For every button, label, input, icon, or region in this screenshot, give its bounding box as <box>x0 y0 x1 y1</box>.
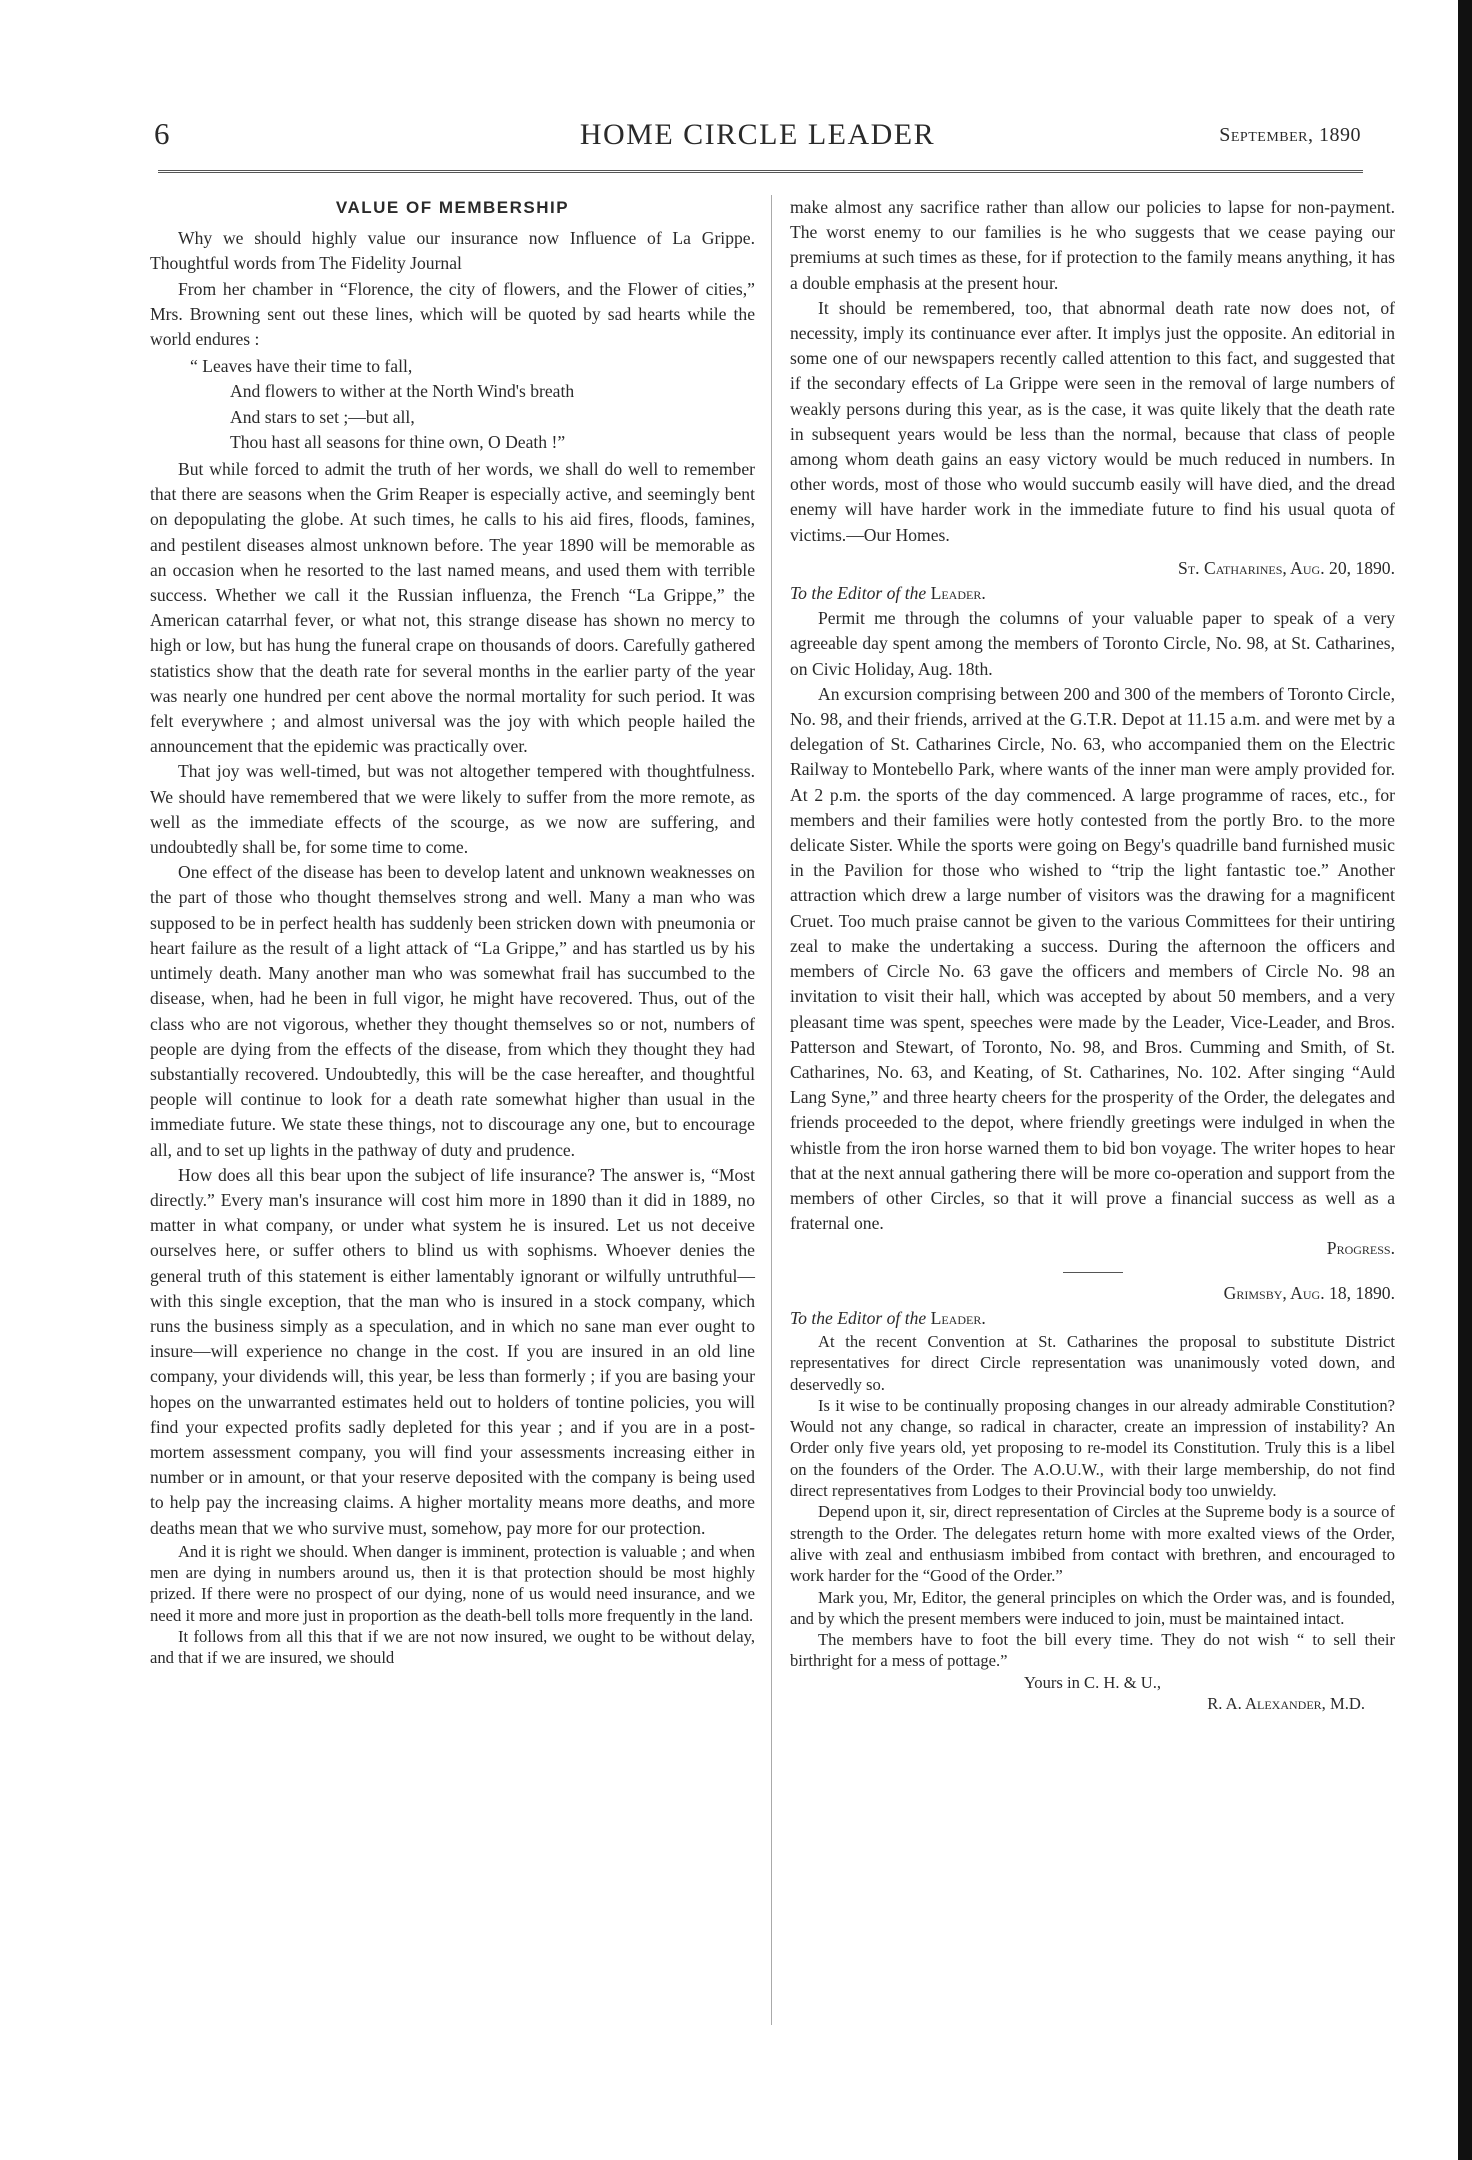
letter-dateline: Grimsby, Aug. 18, 1890. <box>1223 1282 1395 1303</box>
verse-line: “ Leaves have their time to fall, <box>190 356 413 377</box>
right-column <box>790 195 1395 1714</box>
salutation-text: To the Editor of the <box>790 1307 927 1328</box>
salutation-text: To the Editor of the <box>790 583 927 604</box>
paragraph: It follows from all this that if we are not now insured, we ought to be without delay, and that if we are insured, we should <box>150 1626 755 1668</box>
letter-dateline: St. Catharines, Aug. 20, 1890. <box>1178 557 1395 578</box>
page-header <box>150 112 1365 162</box>
paragraph: Permit me through the columns of your valuable paper to speak of a very agreeable day spent among the members of Toronto Circle, No. 98, at St. Catharines, on Civic Holiday, Aug. 18th. <box>790 608 1395 679</box>
article-subtitle: Why we should highly value our insurance now Influence of La Grippe. Thoughtful words from The Fidelity Journal <box>150 228 755 274</box>
letter-salutation <box>790 1306 1395 1331</box>
letter-signature: Progress. <box>1326 1238 1395 1259</box>
paragraph: How does all this bear upon the subject of life insurance? The answer is, “Most directly.” Every man's insurance will cost him more in 1890 than it did in 1889, no matter in what company, or under what system he is insured. Let us not deceive ourselves here, or suffer others to blind us with sophisms. Whoever denies the general truth of this statement is either lamentably ignorant or wilfully untruthful—with this single exception, that the man who is insured in a stock company, which runs the business simply as a speculation, and in which no sane man ever ought to insure—will experience no change in the cost. If you are insured in an old line company, your dividends will, this year, be less than formerly ; if you are basing your hopes on the unwarranted estimates held out to holders of tontine policies, you will find your expected profits sadly depleted for this year ; and if you are in a post-mortem assessment company, you will find your assessments increasing either in number or in amount, or that your reserve deposited with the company is being used to help pay the increasing claims. A higher mortality means more deaths, and more deaths mean that we who survive must, somehow, pay more for our protection. <box>150 1164 755 1538</box>
salutation-leader: Leader. <box>930 1307 986 1328</box>
paragraph: The members have to foot the bill every time. They do not wish “ to sell their birthright for a mess of pottage.” <box>790 1630 1395 1671</box>
verse-line: And stars to set ;—but all, <box>230 406 415 427</box>
letter-salutation <box>790 581 1395 606</box>
paragraph: At the recent Convention at St. Catharines the proposal to substitute District representatives for direct Circle representation was unanimously voted down, and deservedly so. <box>790 1331 1395 1394</box>
page-edge-bar <box>1458 0 1472 2160</box>
letter-closing: Yours in C. H. & U., <box>1023 1672 1162 1692</box>
poem-quote <box>150 354 755 455</box>
paragraph: That joy was well-timed, but was not altogether tempered with thoughtfulness. We should have remembered that we were likely to suffer from the more remote, as well as the immediate effects of the scourge, as we now are suffering, and undoubtedly shall be, for some time to come. <box>150 761 755 858</box>
paragraph: make almost any sacrifice rather than allow our policies to lapse for non-payment. The worst enemy to our families is he who suggests that we cease paying our premiums at such times as these, for if protection to the family means anything, it has a double emphasis at the present hour. <box>790 197 1395 293</box>
paragraph: It should be remembered, too, that abnormal death rate now does not, of necessity, imply its continuance ever after. It implys just the opposite. An editorial in some one of our newspapers recently called attention to this fact, and suggested that if the secondary effects of La Grippe were seen in the removal of large numbers of weakly persons during this year, as is the case, it was quite likely that the death rate in subsequent years would be less than the normal, because that class of people among whom death gains an easy victory would be much reduced in numbers. In other words, most of those who would succumb easily will have died, and the dread enemy will have harder work in the immediate future to find his usual quota of victims.—Our Homes. <box>790 297 1395 545</box>
paragraph: Depend upon it, sir, direct representation of Circles at the Supreme body is a source of strength to the Order. The delegates return home with more exalted views of the Order, alive with zeal and enthusiasm imbibed from contact with brethren, and encouraged to work harder for the “Good of the Order.” <box>790 1502 1395 1586</box>
paragraph: Is it wise to be continually proposing changes in our already admirable Constitution? Would not any change, so radical in character, create an impression of instability? An Order only five years old, yet proposing to re-model its Constitution. Truly this is a libel on the founders of the Order. The A.O.U.W., with their large membership, do not find direct representatives from Lodges to their Provincial body too unwieldy. <box>790 1395 1395 1501</box>
page-number: 6 <box>154 116 170 151</box>
header-rule <box>158 170 1363 173</box>
verse-line: Thou hast all seasons for thine own, O Death !” <box>230 431 566 452</box>
paragraph: But while forced to admit the truth of her words, we shall do well to remember that there are seasons when the Grim Reaper is especially active, and seemingly bent on depopulating the globe. At such times, he calls to his aid fires, floods, famines, and pestilent diseases almost unknown before. The year 1890 will be memorable as an occasion when he resorted to the last named means, and used them with terrible success. Whether we call it the Russian influenza, the French “La Grippe,” the American catarrhal fever, or what not, this strange disease has shown no mercy to high or low, but has hung the funeral crape on thousands of doors. Carefully gathered statistics show that the death rate for several months in the earlier party of the year was nearly one hundred per cent above the normal mortality for such period. It was felt everywhere ; and almost universal was the joy with which people hailed the announcement that the epidemic was practically over. <box>150 459 755 757</box>
journal-title: HOME CIRCLE LEADER <box>579 118 936 151</box>
salutation-leader: Leader. <box>930 583 986 604</box>
paragraph: An excursion comprising between 200 and 300 of the members of Toronto Circle, No. 98, and their friends, arrived at the G.T.R. Depot at 11.15 a.m. and were met by a delegation of St. Catharines Circle, No. 63, who accompanied them on the Electric Railway to Montebello Park, where wants of the inner man were amply provided for. At 2 p.m. the sports of the day commenced. A large programme of races, etc., for members and their families were hotly contested from the portly Bro. to the more delicate Sister. While the sports were going on Begy's quadrille band furnished music in the Pavilion for those who wished to “trip the light fantastic toe.” Another attraction which drew a large number of visitors was the drawing for a magnificent Cruet. Too much praise cannot be given to the various Committees for their untiring zeal to make the undertaking a success. During the afternoon the officers and members of Circle No. 63 gave the officers and members of Circle No. 98 an invitation to visit their hall, which was accepted by about 50 members, and a very pleasant time was spent, speeches were made by the Leader, Vice-Leader, and Bros. Patterson and Stewart, of Toronto, No. 98, and Bros. Cumming and Smith, of St. Catharines, No. 63, and Keating, of St. Catharines, No. 102. After singing “Auld Lang Syne,” and three hearty cheers for the prosperity of the Order, the delegates and friends proceeded to the depot, where friendly greetings were indulged in when the whistle from the iron horse warned them to bid bon voyage. The writer hopes to hear that at the next annual gathering there will be more co-operation and support from the members of other Circles, so that it will prove a financial success as well as a fraternal one. <box>790 683 1395 1234</box>
section-rule <box>1063 1272 1123 1273</box>
letter-signature: R. A. Alexander, M.D. <box>1207 1693 1365 1713</box>
issue-date: September, 1890 <box>1219 124 1361 146</box>
left-column <box>150 195 755 1669</box>
column-divider <box>771 195 772 2025</box>
paragraph: Mark you, Mr, Editor, the general principles on which the Order was, and is founded, and by which the present members were induced to join, must be maintained intact. <box>790 1587 1395 1628</box>
paragraph: From her chamber in “Florence, the city of flowers, and the Flower of cities,” Mrs. Browning sent out these lines, which will be quoted by sad hearts while the world endures : <box>150 278 755 350</box>
verse-line: And flowers to wither at the North Wind's breath <box>230 381 575 402</box>
article-title: VALUE OF MEMBERSHIP <box>335 198 570 217</box>
paragraph: One effect of the disease has been to develop latent and unknown weaknesses on the part of those who thought themselves strong and well. Many a man who was supposed to be in perfect health has suddenly been stricken down with pneumonia or heart failure as the result of a light attack of “La Grippe,” and has startled us by his untimely death. Many another man who was somewhat frail has succumbed to the disease, when, had he been in full vigor, he might have recovered. Thus, out of the class who are not vigorous, whether they thought themselves so or not, numbers of people are dying from the effects of the disease, from which they thought they had substantially recovered. Undoubtedly, this will be the case hereafter, and thoughtful people will continue to look for a death rate somewhat higher than usual in the immediate future. We state these things, not to discourage any one, but to encourage all, and to set up lights in the pathway of duty and prudence. <box>150 862 755 1160</box>
paragraph: And it is right we should. When danger is imminent, protection is valuable ; and when men are dying in numbers around us, then it is that protection should be most highly prized. If there were no prospect of our dying, none of us would need insurance, and we need it more and more just in proportion as the death-bell tolls more frequently in the land. <box>150 1541 755 1625</box>
